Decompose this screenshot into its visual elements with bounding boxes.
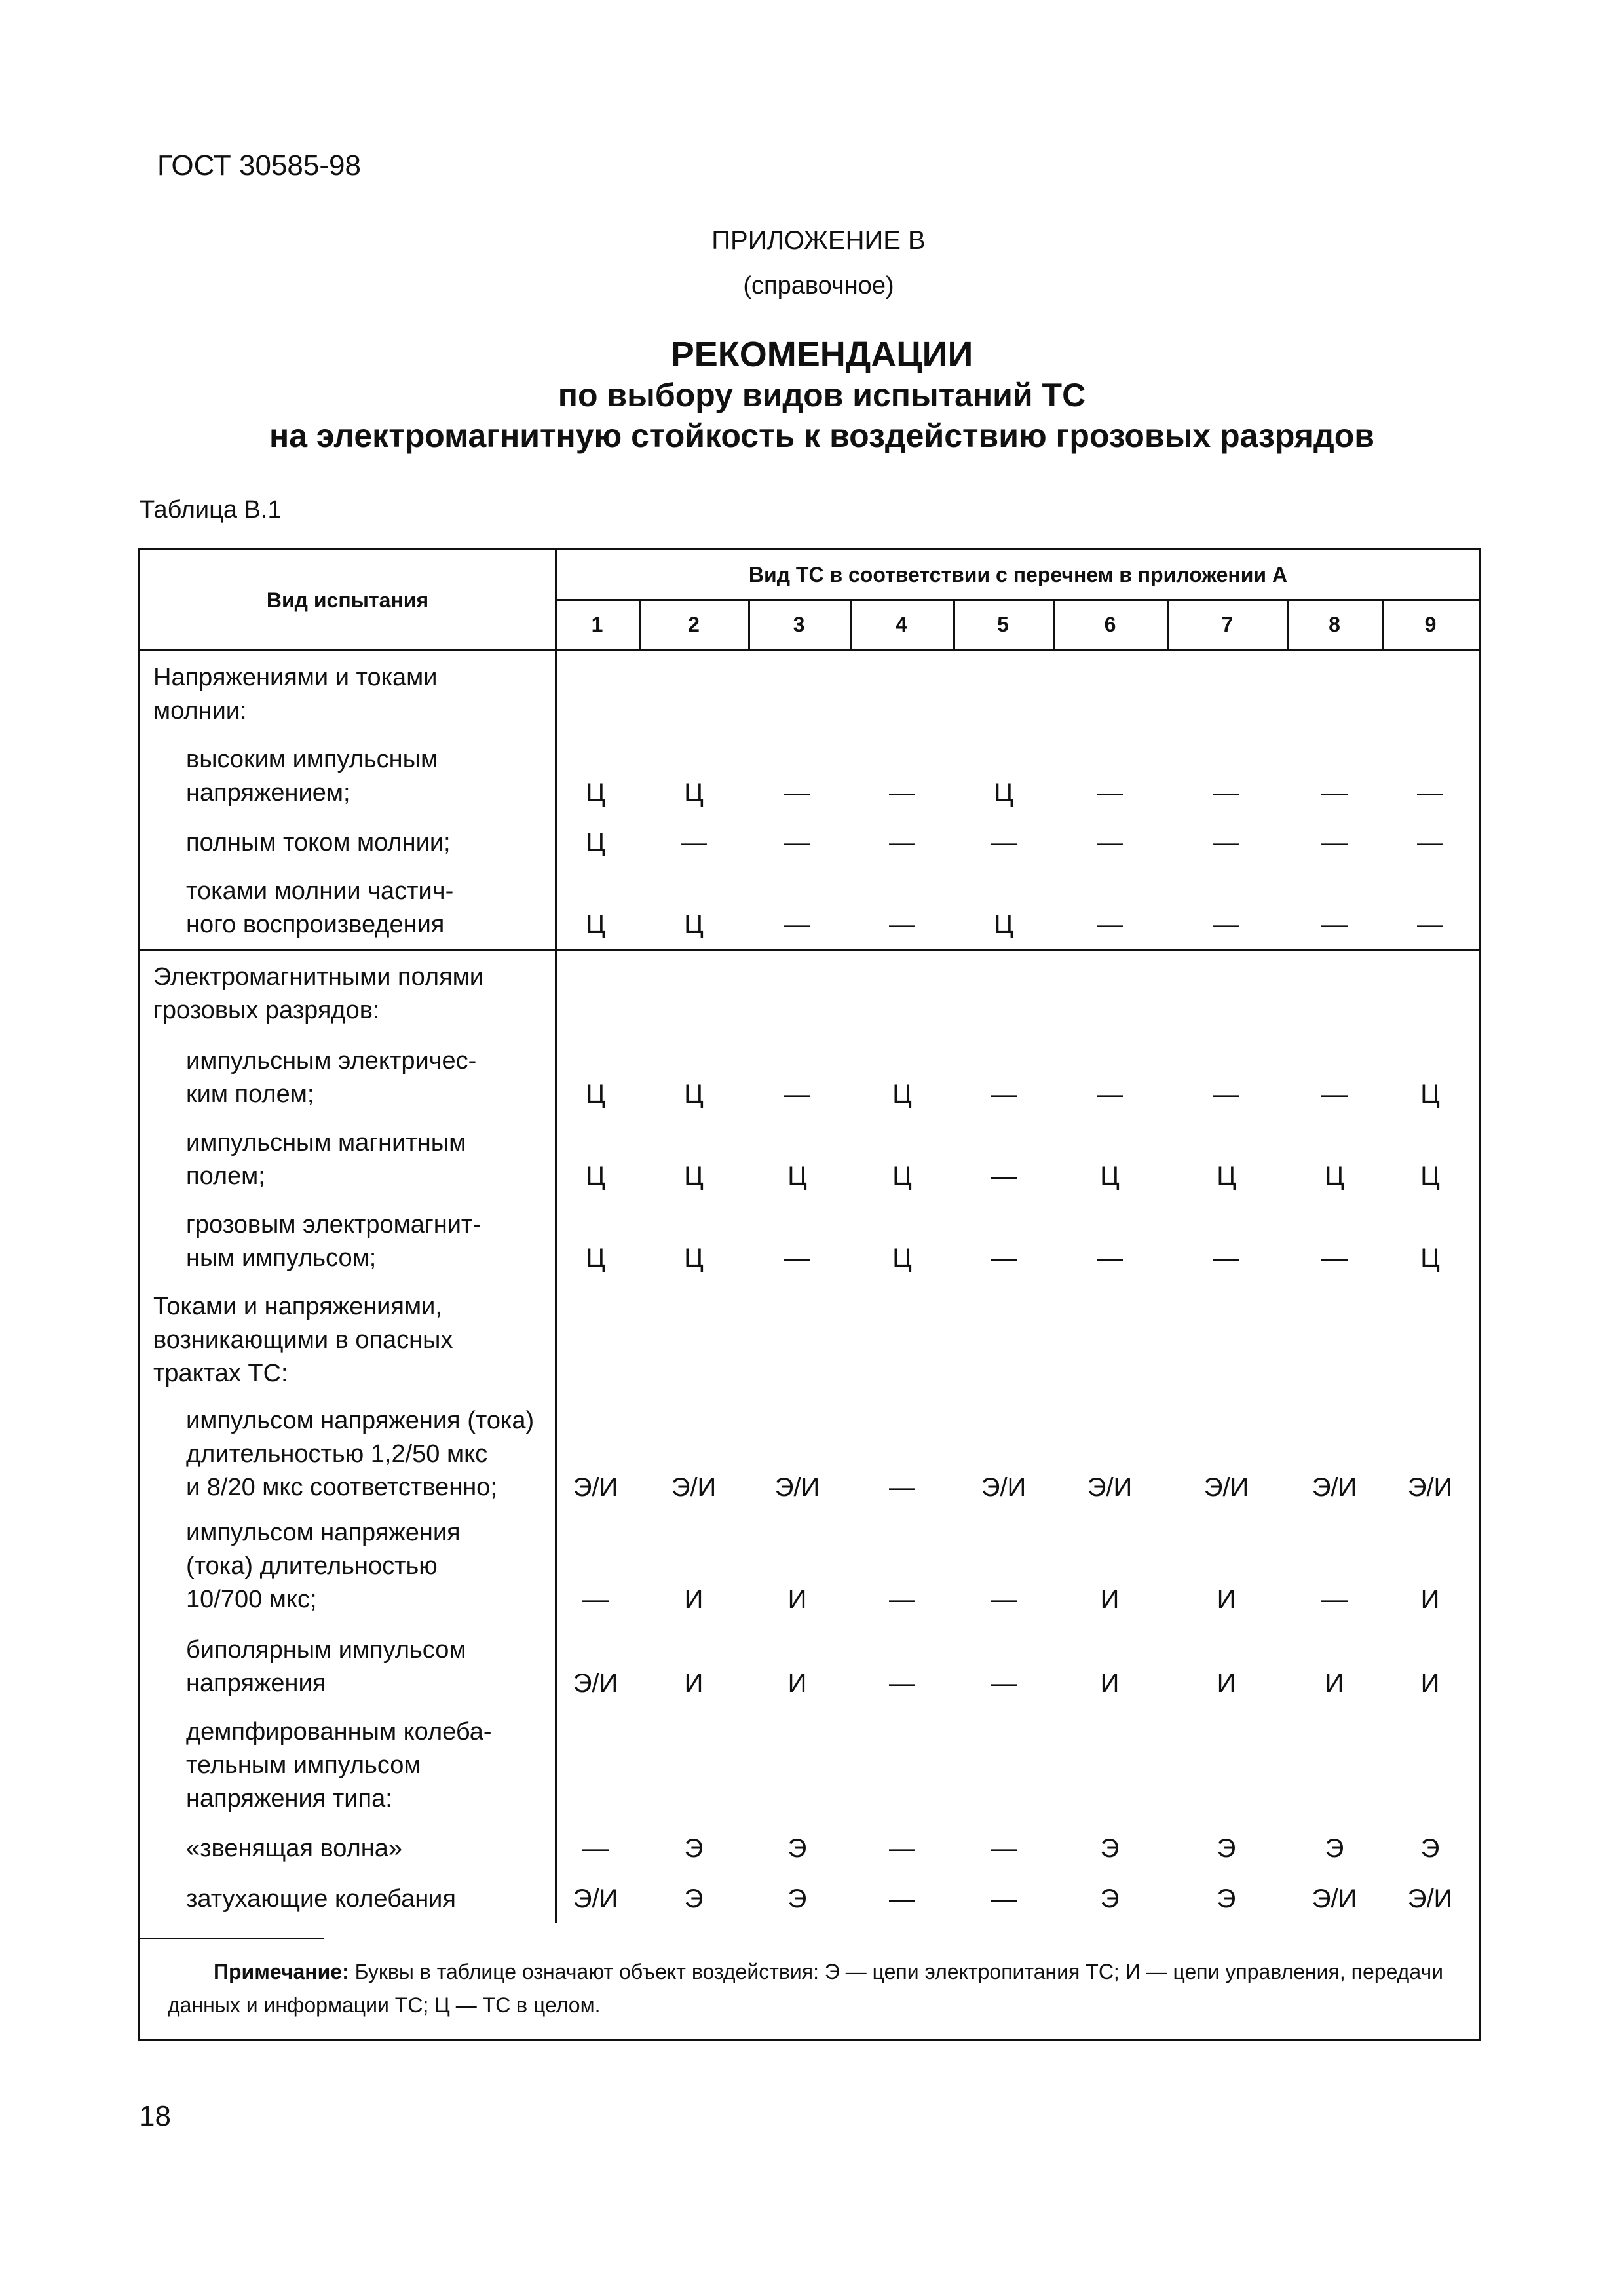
table-cell: Э/И: [1312, 1473, 1357, 1502]
table-cell: —: [889, 828, 915, 857]
table-cell: —: [1321, 778, 1348, 807]
table-cell: Ц: [586, 910, 605, 939]
table-cell: —: [1321, 1080, 1348, 1109]
table-cell: —: [1321, 1244, 1348, 1272]
table-cell: —: [991, 1080, 1017, 1109]
column-number-7: 7: [1221, 612, 1234, 636]
note-label: Примечание:: [214, 1960, 349, 1983]
note-separator: [140, 1938, 324, 1939]
table-cell: —: [1213, 778, 1239, 807]
row-label: высоким импульсным напряжением;: [186, 746, 438, 807]
row-label: «звенящая волна»: [186, 1835, 403, 1862]
table-cell: —: [681, 828, 707, 857]
page-title: [0, 334, 1624, 456]
table-caption: Таблица В.1: [140, 496, 282, 524]
header-device-type: Вид ТС в соответствии с перечнем в приложении А: [748, 562, 1288, 586]
table-cell: Э: [684, 1834, 704, 1863]
table-cell: И: [1100, 1669, 1120, 1698]
table-cell: —: [1321, 1585, 1348, 1614]
table-cell: Ц: [892, 1244, 912, 1272]
table-cell: Ц: [684, 778, 704, 807]
table-cell: —: [991, 828, 1017, 857]
table-cell: Э/И: [981, 1473, 1027, 1502]
page-number: 18: [139, 2100, 171, 2132]
column-number-3: 3: [793, 612, 805, 636]
table-cell: —: [1213, 910, 1239, 939]
table-cell: Э/И: [573, 1885, 618, 1913]
table-cell: Ц: [586, 778, 605, 807]
column-number-8: 8: [1329, 612, 1340, 636]
table-cell: —: [991, 1244, 1017, 1272]
table-cell: Э/И: [1312, 1885, 1357, 1913]
table-cell: Э: [1100, 1834, 1120, 1863]
table-cell: —: [991, 1162, 1017, 1191]
table-cell: —: [1417, 828, 1443, 857]
table-cell: Э: [787, 1834, 807, 1863]
row-label: импульсным электричес- ким полем;: [186, 1047, 477, 1108]
table-cell: И: [787, 1669, 807, 1698]
table-cell: Ц: [994, 778, 1013, 807]
row-label: Напряжениями и токами молнии:: [153, 664, 438, 725]
table-cell: Ц: [1325, 1162, 1344, 1191]
table-cell: —: [784, 910, 810, 939]
table-cell: —: [889, 1885, 915, 1913]
table-cell: —: [1321, 910, 1348, 939]
table-cell: —: [1213, 1244, 1239, 1272]
column-number-9: 9: [1424, 612, 1437, 636]
table-cell: Ц: [586, 828, 605, 857]
table-cell: —: [1097, 1080, 1123, 1109]
table-cell: И: [1420, 1585, 1440, 1614]
table-cell: —: [1097, 910, 1123, 939]
table-cell: —: [582, 1585, 609, 1614]
section-divider: [140, 949, 1479, 951]
table-cell: Ц: [684, 1162, 704, 1191]
row-label: Электромагнитными полями грозовых разрядов:: [153, 963, 484, 1024]
table-cell: Э/И: [1407, 1885, 1453, 1913]
column-number-4: 4: [896, 612, 907, 636]
table-cell: Ц: [684, 1244, 704, 1272]
table-cell: Э: [684, 1885, 704, 1913]
table-cell: Э/И: [671, 1473, 717, 1502]
table-cell: И: [1100, 1585, 1120, 1614]
table-cell: Э: [1420, 1834, 1440, 1863]
header-test-type: Вид испытания: [266, 588, 429, 612]
table-cell: —: [1213, 828, 1239, 857]
table-cell: И: [787, 1585, 807, 1614]
table-note: [168, 1955, 1467, 2022]
row-label: демпфированным колеба- тельным импульсом напряжения типа:: [186, 1718, 492, 1812]
row-label: Токами и напряжениями, возникающими в опасных трактах ТС:: [153, 1293, 453, 1387]
recommendations-table: [138, 548, 1481, 2041]
table-cell: Ц: [1420, 1162, 1440, 1191]
row-label: токами молнии частич- ного воспроизведения: [186, 877, 454, 938]
document-code: ГОСТ 30585-98: [157, 149, 361, 182]
table-cell: —: [784, 828, 810, 857]
table-cell: —: [889, 1669, 915, 1698]
table-cell: —: [889, 778, 915, 807]
table-cell: Ц: [1420, 1244, 1440, 1272]
table-cell: —: [991, 1834, 1017, 1863]
table-cell: Э: [1325, 1834, 1344, 1863]
table-cell: И: [684, 1585, 704, 1614]
table-cell: Ц: [892, 1080, 912, 1109]
table-cell: Э/И: [573, 1669, 618, 1698]
table-cell: Ц: [994, 910, 1013, 939]
note-text: Буквы в таблице означают объект воздействия: Э — цепи электропитания ТС; И — цепи управления, передачи данных и информации ТС; Ц — ТС в целом.: [168, 1960, 1443, 2017]
appendix-title: ПРИЛОЖЕНИЕ В: [711, 226, 926, 255]
table-cell: И: [684, 1669, 704, 1698]
table-cell: —: [582, 1834, 609, 1863]
table-cell: И: [1325, 1669, 1344, 1698]
table-cell: —: [1417, 910, 1443, 939]
table-cell: Ц: [892, 1162, 912, 1191]
appendix-subtitle: (справочное): [743, 272, 894, 299]
table-cell: Ц: [684, 910, 704, 939]
table-cell: —: [1097, 778, 1123, 807]
label-column-divider: [555, 550, 557, 1923]
row-label: импульсным магнитным полем;: [186, 1129, 466, 1190]
title-line-2: по выбору видов испытаний ТС: [557, 377, 1086, 413]
table-cell: Э: [1217, 1834, 1236, 1863]
table-cell: —: [889, 910, 915, 939]
table-cell: —: [991, 1669, 1017, 1698]
column-number-2: 2: [688, 612, 700, 636]
column-number-5: 5: [997, 612, 1009, 636]
table-cell: —: [784, 1244, 810, 1272]
table-cell: —: [784, 778, 810, 807]
table-cell: —: [1097, 828, 1123, 857]
table-cell: Ц: [787, 1162, 807, 1191]
table-cell: Э/И: [573, 1473, 618, 1502]
title-line-3: на электромагнитную стойкость к воздействию грозовых разрядов: [269, 417, 1374, 454]
row-label: затухающие колебания: [186, 1885, 456, 1913]
row-label: импульсом напряжения (тока) длительностью 1,2/50 мкс и 8/20 мкс соответственно;: [186, 1407, 535, 1501]
table-cell: Э: [1100, 1885, 1120, 1913]
table-cell: —: [991, 1585, 1017, 1614]
table-cell: Э/И: [1407, 1473, 1453, 1502]
table-cell: Ц: [586, 1080, 605, 1109]
table-cell: Ц: [586, 1244, 605, 1272]
table-cell: Э/И: [1203, 1473, 1249, 1502]
table-cell: И: [1217, 1669, 1236, 1698]
table-cell: Э/И: [1087, 1473, 1133, 1502]
table-cell: Ц: [1100, 1162, 1120, 1191]
table-cell: —: [784, 1080, 810, 1109]
table-cell: —: [1213, 1080, 1239, 1109]
table-cell: Ц: [1217, 1162, 1236, 1191]
row-label: импульсом напряжения (тока) длительностью 10/700 мкс;: [186, 1519, 461, 1613]
table-cell: —: [889, 1473, 915, 1502]
table-cell: Ц: [684, 1080, 704, 1109]
title-line-1: РЕКОМЕНДАЦИИ: [670, 335, 973, 374]
table-cell: Э: [1217, 1885, 1236, 1913]
table-cell: —: [1097, 1244, 1123, 1272]
row-label: полным током молнии;: [186, 829, 451, 856]
table-cell: Э: [787, 1885, 807, 1913]
table-cell: —: [889, 1585, 915, 1614]
table-cell: Э/И: [774, 1473, 820, 1502]
row-label: биполярным импульсом напряжения: [186, 1636, 466, 1697]
column-number-1: 1: [591, 612, 603, 636]
table-cell: —: [889, 1834, 915, 1863]
table-cell: И: [1217, 1585, 1236, 1614]
row-label: грозовым электромагнит- ным импульсом;: [186, 1211, 481, 1272]
table-cell: И: [1420, 1669, 1440, 1698]
table-cell: —: [1417, 778, 1443, 807]
table-cell: —: [1321, 828, 1348, 857]
column-number-6: 6: [1104, 612, 1116, 636]
table-cell: Ц: [586, 1162, 605, 1191]
table-cell: —: [991, 1885, 1017, 1913]
table-cell: Ц: [1420, 1080, 1440, 1109]
